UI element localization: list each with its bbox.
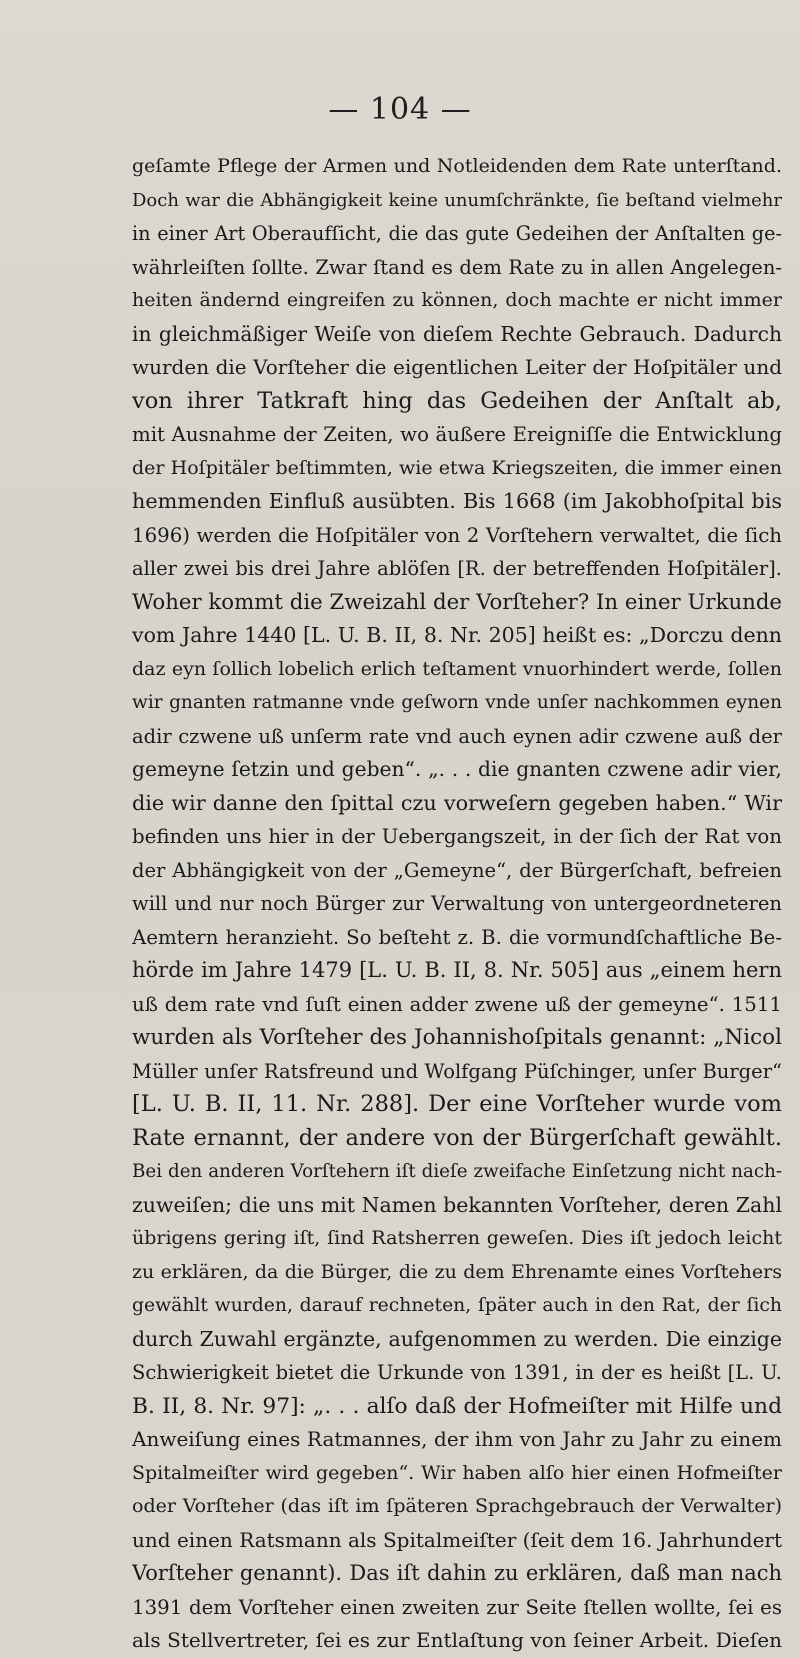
text-line: wurden die Vorſteher die eigentlichen Leiter der Hoſpitäler und [132,355,782,379]
page-number: — 104 — [328,92,472,127]
text-line: adir czwene uß unſerm rate vnd auch eynen adir czwene auß der [132,724,782,748]
text-line: als Stellvertreter, ſei es zur Entlaſtung von ſeiner Arbeit. Dieſen [132,1628,782,1652]
text-line: in einer Art Oberaufſicht, die das gute Gedeihen der Anſtalten ge- [132,222,782,245]
text-line: 1696) werden die Hoſpitäler von 2 Vorſtehern verwaltet, die ſich [132,523,782,547]
text-line: oder Vorſteher (das iſt im ſpäteren Sprachgebrauch der Verwalter) [132,1495,782,1517]
text-line: währleiſten ſollte. Zwar ſtand es dem Rate zu in allen Angelegen- [132,255,782,279]
text-line: durch Zuwahl ergänzte, aufgenommen zu werden. Die einzige [132,1326,782,1351]
text-line: übrigens gering iſt, ſind Ratsherren geweſen. Dies iſt jedoch leicht [132,1227,782,1249]
text-line: hemmenden Einfluß ausübten. Bis 1668 (im Jakobhoſpital bis [132,489,782,513]
text-line: Doch war die Abhängigkeit keine unumſchränkte, ſie beſtand vielmehr [132,189,782,211]
text-line: Schwierigkeit bietet die Urkunde von 1391, in der es heißt [L. U. [132,1361,782,1384]
text-line: Aemtern heranzieht. So beſteht z. B. die vormundſchaftliche Be- [132,925,782,949]
text-line: gemeyne ſetzin und geben“. „. . . die gnanten czwene adir vier, [132,757,782,781]
text-line: heiten ändernd eingreifen zu können, doch machte er nicht immer [132,289,782,311]
body-text [132,150,782,1658]
text-line: der Hoſpitäler beſtimmten, wie etwa Kriegszeiten, die immer einen [132,456,782,479]
text-line: wurden als Vorſteher des Johannishoſpitals genannt: „Nicol [132,1025,782,1050]
text-line: Spitalmeiſter wird gegeben“. Wir haben alſo hier einen Hofmeiſter [132,1461,782,1484]
text-line: B. II, 8. Nr. 97]: „. . . alſo daß der Hofmeiſter mit Hilfe und [132,1393,782,1419]
text-line: Bei den anderen Vorſtehern iſt dieſe zweifache Einſetzung nicht nach- [132,1161,782,1182]
text-line: uß dem rate vnd ſuſt einen adder zwene uß der gemeyne“. 1511 [132,992,782,1016]
text-line: Müller unſer Ratsfreund und Wolfgang Püſchinger, unſer Burger“ [132,1059,782,1083]
text-line: [L. U. B. II, 11. Nr. 288]. Der eine Vorſteher wurde vom [132,1091,782,1117]
text-line: zu erklären, da die Bürger, die zu dem Ehrenamte eines Vorſtehers [132,1260,782,1283]
text-line: die wir danne den ſpittal czu vorweſern gegeben haben.“ Wir [132,790,782,815]
text-line: und einen Ratsmann als Spitalmeiſter (ſeit dem 16. Jahrhundert [132,1527,782,1552]
text-line: aller zwei bis drei Jahre ablöſen [R. der betreffenden Hoſpitäler]. [132,557,782,580]
text-line: mit Ausnahme der Zeiten, wo äußere Ereigniſſe die Entwicklung [132,423,782,446]
text-line: Vorſteher genannt). Das iſt dahin zu erklären, daß man nach [132,1561,782,1585]
text-line: vom Jahre 1440 [L. U. B. II, 8. Nr. 205] heißt es: „Dorczu denn [132,623,782,647]
text-line: will und nur noch Bürger zur Verwaltung von untergeordneteren [132,892,782,915]
text-line: 1391 dem Vorſteher einen zweiten zur Seite ſtellen wollte, ſei es [132,1595,782,1619]
text-line: gewählt wurden, darauf rechneten, ſpäter auch in den Rat, der ſich [132,1295,782,1316]
text-line: Rate ernannt, der andere von der Bürgerſchaft gewählt. [132,1124,782,1151]
text-line: Woher kommt die Zweizahl der Vorſteher? In einer Urkunde [132,589,782,615]
text-line: wir gnanten ratmanne vnde geſworn vnde unſer nachkommen eynen [132,692,782,713]
text-line: zuweiſen; die uns mit Namen bekannten Vorſteher, deren Zahl [132,1192,782,1217]
text-line: der Abhängigkeit von der „Gemeyne“, der Bürgerſchaft, befreien [132,858,782,882]
text-line: hörde im Jahre 1479 [L. U. B. II, 8. Nr. 505] aus „einem hern [132,958,782,982]
text-line: in gleichmäßiger Weiſe von dieſem Rechte Gebrauch. Dadurch [132,321,782,346]
text-line: Anweiſung eines Ratmannes, der ihm von Jahr zu Jahr zu einem [132,1427,782,1451]
text-line: befinden uns hier in der Uebergangszeit, in der ſich der Rat von [132,825,782,848]
text-line: geſamte Pflege der Armen und Notleidenden dem Rate unterſtand. [132,155,782,177]
text-line: von ihrer Tatkraft hing das Gedeihen der Anſtalt ab, [132,387,782,414]
text-line: daz eyn ſollich lobelich erlich teſtament vnuorhindert werde, ſollen [132,657,782,680]
